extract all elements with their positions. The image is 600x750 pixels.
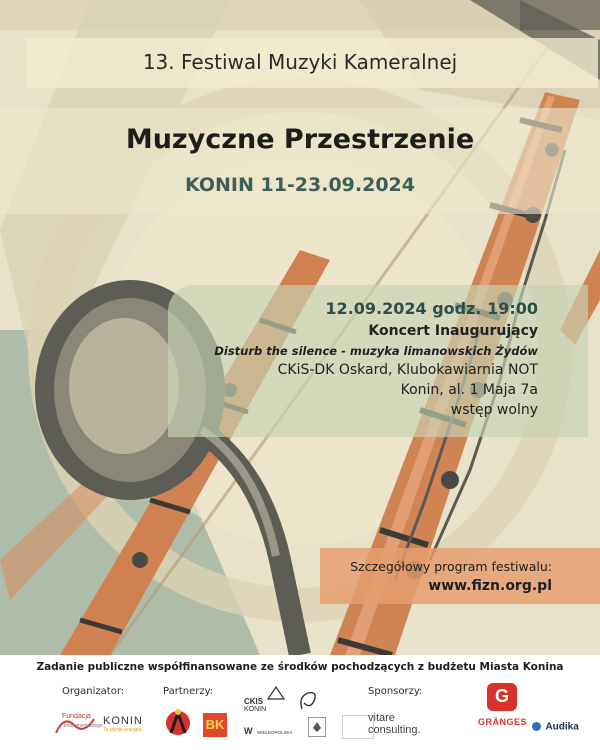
festival-dates: KONIN 11-23.09.2024 xyxy=(184,174,416,196)
ckis-logo-text: CKIS xyxy=(244,697,264,706)
fundacja-logo-text: Fundacja xyxy=(62,713,91,720)
program-url-link[interactable]: www.fizn.org.pl xyxy=(428,578,552,594)
event-admission: wstęp wolny xyxy=(450,402,538,418)
program-label: Szczegółowy program festiwalu: xyxy=(350,559,552,574)
funding-note: Zadanie publiczne współfinansowane ze środków pochodzących z budżetu Miasta Konina xyxy=(36,661,564,673)
vitare-logo-text: vitare xyxy=(368,712,395,724)
audika-dot-icon xyxy=(532,722,541,731)
event-address: Konin, al. 1 Maja 7a xyxy=(400,382,538,398)
music-school-logo xyxy=(296,687,322,713)
konin-logo-subtext: Tu płynie energia xyxy=(103,727,141,733)
partners-label: Partnerzy: xyxy=(163,686,214,697)
granges-badge-letter: G xyxy=(494,686,509,706)
partner-figure-logo xyxy=(165,707,191,739)
granges-logo xyxy=(478,683,528,733)
consulting-logo-text: consulting. xyxy=(368,724,421,736)
sponsors-label: Sponsorzy: xyxy=(368,686,423,697)
vitare-consulting-logo xyxy=(368,713,446,739)
sponsor-footer xyxy=(0,655,600,750)
event-subtitle: Disturb the silence - muzyka limanowskich Żydów xyxy=(214,344,538,358)
ckis-logo-subtext: KONIN xyxy=(244,706,267,713)
festival-title: Muzyczne Przestrzenie xyxy=(125,124,475,155)
fundacja-logo xyxy=(54,713,103,737)
wielkopolska-logo xyxy=(244,721,304,736)
ckis-logo xyxy=(244,685,286,719)
fundacja-logo-subtext: Instrumentalnego xyxy=(64,723,103,729)
granges-logo-text: GRÄNGES xyxy=(478,717,528,727)
festival-edition: 13. Festiwal Muzyki Kameralnej xyxy=(142,50,458,74)
konin-logo-text: KONIN xyxy=(103,715,143,727)
wielkopolska-mark: W xyxy=(244,726,253,736)
granges-badge xyxy=(487,683,517,711)
organizer-label: Organizator: xyxy=(62,686,125,697)
event-name: Koncert Inaugurujący xyxy=(368,323,538,339)
konin-logo xyxy=(103,715,153,737)
audika-logo-text: Audika xyxy=(545,721,579,733)
wielkopolska-logo-text: WIELKOPOLSKA xyxy=(256,730,293,735)
program-info xyxy=(350,558,552,596)
event-datetime: 12.09.2024 godz. 19:00 xyxy=(325,299,538,318)
event-details xyxy=(214,298,538,420)
bk-logo xyxy=(203,713,227,737)
audika-logo xyxy=(532,718,592,732)
event-venue: CKiS-DK Oskard, Klubokawiarnia NOT xyxy=(277,362,538,378)
bk-logo-text: BK xyxy=(205,717,225,732)
eagle-emblem-logo xyxy=(308,717,326,737)
